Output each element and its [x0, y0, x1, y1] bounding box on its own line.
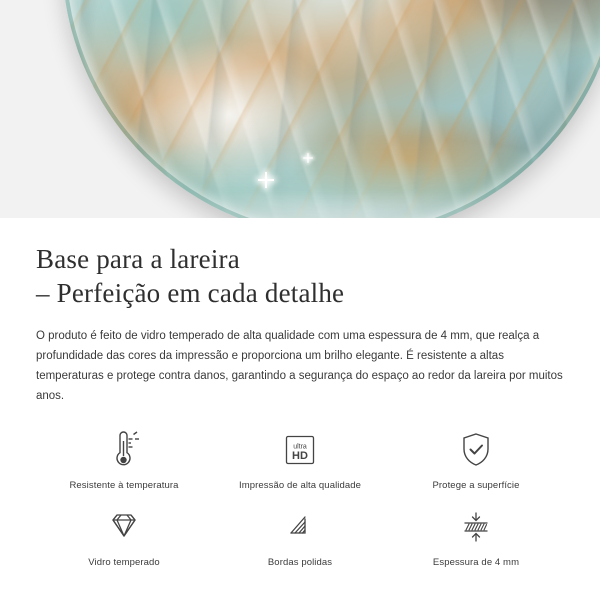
ultra-hd-icon: [279, 428, 321, 472]
content-area: [0, 218, 600, 568]
feature-label: Resistente à temperatura: [69, 480, 179, 491]
feature-item-print-quality: [212, 428, 388, 491]
hero-image: [0, 0, 600, 218]
page-title: [36, 218, 564, 310]
thickness-arrows-icon: [455, 505, 497, 549]
shield-check-icon: [456, 428, 496, 472]
feature-label: Espessura de 4 mm: [432, 557, 520, 568]
feature-grid: [36, 428, 564, 568]
thermometer-icon: [104, 428, 144, 472]
description-paragraph: O produto é feito de vidro temperado de alta qualidade com uma espessura de 4 mm, que realça a profundidade das cores da impressão e proporciona um brilho elegante. É resistente a altas temperaturas e protege contra danos, garantindo a segurança do espaço ao redor da lareira por muitos anos.: [36, 330, 563, 402]
feature-label: Vidro temperado: [88, 557, 160, 568]
feature-item-surface-protection: [388, 428, 564, 491]
svg-text:HD: HD: [292, 450, 308, 462]
feature-label: Protege a superfície: [432, 480, 520, 491]
feature-label: Impressão de alta qualidade: [238, 480, 362, 491]
polished-edges-icon: [279, 505, 321, 549]
feature-label: Bordas polidas: [267, 557, 333, 568]
headline-line-1: Base para a lareira: [36, 244, 240, 274]
glass-disc-product-image: [62, 0, 600, 218]
feature-item-thickness: [388, 505, 564, 568]
diamond-icon: [103, 505, 145, 549]
feature-item-tempered-glass: [36, 505, 212, 568]
feature-item-polished-edges: [212, 505, 388, 568]
feature-item-temperature-resistant: [36, 428, 212, 491]
headline-line-2: – Perfeição em cada detalhe: [36, 278, 345, 308]
svg-text:ultra: ultra: [293, 443, 307, 451]
